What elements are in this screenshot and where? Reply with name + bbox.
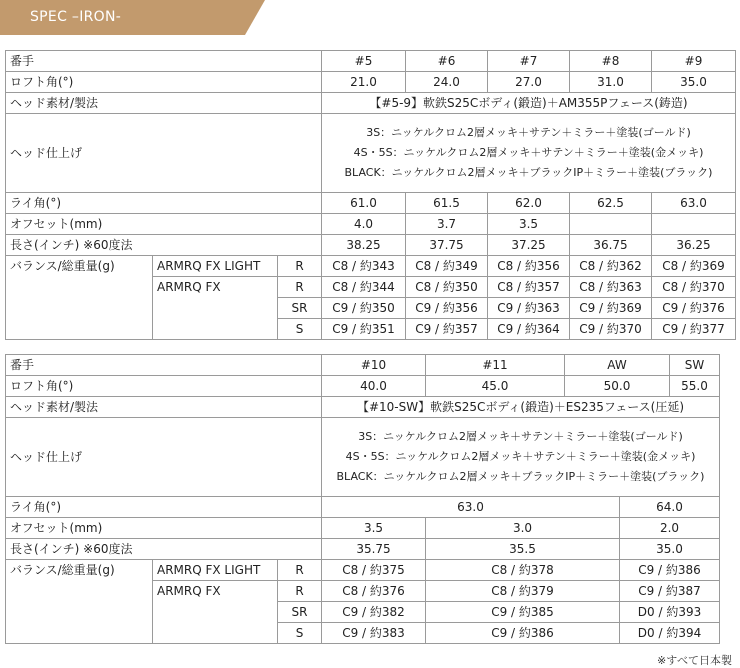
cell-balance: C8 / 約379: [426, 581, 620, 602]
label-material: ヘッド素材/製法: [6, 93, 322, 114]
cell-length: 36.25: [652, 235, 736, 256]
cell-balance: C8 / 約349: [406, 256, 488, 277]
cell-balance: D0 / 約393: [620, 602, 720, 623]
cell-loft: 50.0: [565, 376, 670, 397]
cell-lie: 63.0: [652, 193, 736, 214]
cell-number: #6: [406, 51, 488, 72]
finish-line: BLACK：ニッケルクロム2層メッキ＋ブラックIP＋ミラー＋塗装(ブラック): [344, 166, 713, 179]
cell-material: 【#10-SW】軟鉄S25Cボディ(鍛造)＋ES235フェース(圧延): [322, 397, 720, 418]
cell-number: AW: [565, 355, 670, 376]
cell-balance: C9 / 約387: [620, 581, 720, 602]
cell-flex: R: [278, 581, 322, 602]
cell-balance: C9 / 約370: [570, 319, 652, 340]
cell-balance: C9 / 約386: [426, 623, 620, 644]
spec-table-5-9: [5, 50, 736, 340]
label-offset: オフセット(mm): [6, 518, 322, 539]
cell-loft: 27.0: [488, 72, 570, 93]
cell-flex: S: [278, 623, 322, 644]
cell-balance: C9 / 約357: [406, 319, 488, 340]
cell-lie: 64.0: [620, 497, 720, 518]
label-number: 番手: [6, 355, 322, 376]
cell-balance: C8 / 約362: [570, 256, 652, 277]
cell-finish: [322, 418, 720, 497]
cell-number: #8: [570, 51, 652, 72]
cell-balance: C9 / 約376: [652, 298, 736, 319]
cell-balance: C9 / 約383: [322, 623, 426, 644]
cell-balance: C9 / 約363: [488, 298, 570, 319]
cell-offset: 3.5: [322, 518, 426, 539]
cell-offset: [570, 214, 652, 235]
cell-number: #10: [322, 355, 426, 376]
cell-offset: 3.0: [426, 518, 620, 539]
cell-length: 37.25: [488, 235, 570, 256]
cell-balance: C8 / 約344: [322, 277, 406, 298]
cell-length: 35.5: [426, 539, 620, 560]
row-loft: [6, 72, 736, 93]
cell-balance: C8 / 約350: [406, 277, 488, 298]
label-balance: バランス/総重量(g): [6, 560, 153, 644]
finish-line: 3S：ニッケルクロム2層メッキ＋サテン＋ミラー＋塗装(ゴールド): [358, 430, 683, 443]
label-offset: オフセット(mm): [6, 214, 322, 235]
cell-offset: [652, 214, 736, 235]
cell-balance: C9 / 約369: [570, 298, 652, 319]
label-length: 長さ(インチ) ※60度法: [6, 539, 322, 560]
cell-balance: C9 / 約350: [322, 298, 406, 319]
row-offset: [6, 214, 736, 235]
cell-lie: 63.0: [322, 497, 620, 518]
cell-balance: C8 / 約363: [570, 277, 652, 298]
label-loft: ロフト角(°): [6, 72, 322, 93]
cell-offset: 2.0: [620, 518, 720, 539]
label-balance: バランス/総重量(g): [6, 256, 153, 340]
spec-table-10-sw: [5, 354, 720, 644]
shaft-name: ARMRQ FX LIGHT: [153, 560, 278, 581]
cell-number: #11: [426, 355, 565, 376]
cell-lie: 61.5: [406, 193, 488, 214]
row-number: [6, 51, 736, 72]
cell-number: #9: [652, 51, 736, 72]
row-lie: [6, 193, 736, 214]
row-finish: [6, 418, 720, 497]
cell-loft: 31.0: [570, 72, 652, 93]
cell-flex: SR: [278, 602, 322, 623]
row-loft: [6, 376, 720, 397]
cell-balance: C9 / 約351: [322, 319, 406, 340]
cell-balance: C8 / 約369: [652, 256, 736, 277]
finish-line: 3S：ニッケルクロム2層メッキ＋サテン＋ミラー＋塗装(ゴールド): [366, 126, 691, 139]
row-balance: [6, 560, 720, 581]
cell-flex: S: [278, 319, 322, 340]
finish-line: 4S・5S：ニッケルクロム2層メッキ＋サテン＋ミラー＋塗装(金メッキ): [353, 146, 704, 159]
cell-balance: C9 / 約356: [406, 298, 488, 319]
cell-length: 38.25: [322, 235, 406, 256]
cell-balance: C9 / 約382: [322, 602, 426, 623]
cell-lie: 62.0: [488, 193, 570, 214]
cell-balance: C9 / 約385: [426, 602, 620, 623]
row-material: [6, 93, 736, 114]
cell-flex: R: [278, 277, 322, 298]
cell-length: 36.75: [570, 235, 652, 256]
label-finish: ヘッド仕上げ: [6, 114, 322, 193]
cell-balance: C9 / 約364: [488, 319, 570, 340]
cell-loft: 40.0: [322, 376, 426, 397]
shaft-name: ARMRQ FX: [153, 581, 278, 644]
cell-balance: C8 / 約376: [322, 581, 426, 602]
cell-balance: C9 / 約377: [652, 319, 736, 340]
label-number: 番手: [6, 51, 322, 72]
cell-balance: C8 / 約356: [488, 256, 570, 277]
finish-line: BLACK：ニッケルクロム2層メッキ＋ブラックIP＋ミラー＋塗装(ブラック): [336, 470, 705, 483]
cell-loft: 24.0: [406, 72, 488, 93]
label-length: 長さ(インチ) ※60度法: [6, 235, 322, 256]
row-lie: [6, 497, 720, 518]
cell-balance: D0 / 約394: [620, 623, 720, 644]
cell-number: SW: [670, 355, 720, 376]
row-length: [6, 235, 736, 256]
spec-banner: [0, 0, 265, 35]
cell-loft: 35.0: [652, 72, 736, 93]
row-offset: [6, 518, 720, 539]
cell-offset: 3.7: [406, 214, 488, 235]
finish-line: 4S・5S：ニッケルクロム2層メッキ＋サテン＋ミラー＋塗装(金メッキ): [345, 450, 696, 463]
row-material: [6, 397, 720, 418]
row-balance: [6, 256, 736, 277]
cell-length: 37.75: [406, 235, 488, 256]
cell-loft: 21.0: [322, 72, 406, 93]
cell-flex: R: [278, 560, 322, 581]
label-finish: ヘッド仕上げ: [6, 418, 322, 497]
banner-title: SPEC –IRON-: [30, 9, 122, 25]
cell-loft: 55.0: [670, 376, 720, 397]
cell-number: #7: [488, 51, 570, 72]
cell-loft: 45.0: [426, 376, 565, 397]
row-finish: [6, 114, 736, 193]
label-material: ヘッド素材/製法: [6, 397, 322, 418]
label-lie: ライ角(°): [6, 497, 322, 518]
shaft-name: ARMRQ FX: [153, 277, 278, 340]
cell-flex: SR: [278, 298, 322, 319]
cell-balance: C8 / 約375: [322, 560, 426, 581]
cell-material: 【#5-9】軟鉄S25Cボディ(鍛造)＋AM355Pフェース(鋳造): [322, 93, 736, 114]
cell-offset: 4.0: [322, 214, 406, 235]
row-number: [6, 355, 720, 376]
cell-length: 35.75: [322, 539, 426, 560]
cell-balance: C8 / 約378: [426, 560, 620, 581]
label-loft: ロフト角(°): [6, 376, 322, 397]
cell-lie: 61.0: [322, 193, 406, 214]
cell-offset: 3.5: [488, 214, 570, 235]
footnote: ※すべて日本製: [657, 654, 732, 667]
cell-number: #5: [322, 51, 406, 72]
cell-balance: C8 / 約370: [652, 277, 736, 298]
cell-balance: C9 / 約386: [620, 560, 720, 581]
cell-flex: R: [278, 256, 322, 277]
row-length: [6, 539, 720, 560]
cell-lie: 62.5: [570, 193, 652, 214]
cell-finish: [322, 114, 736, 193]
cell-balance: C8 / 約343: [322, 256, 406, 277]
shaft-name: ARMRQ FX LIGHT: [153, 256, 278, 277]
label-lie: ライ角(°): [6, 193, 322, 214]
cell-length: 35.0: [620, 539, 720, 560]
cell-balance: C8 / 約357: [488, 277, 570, 298]
